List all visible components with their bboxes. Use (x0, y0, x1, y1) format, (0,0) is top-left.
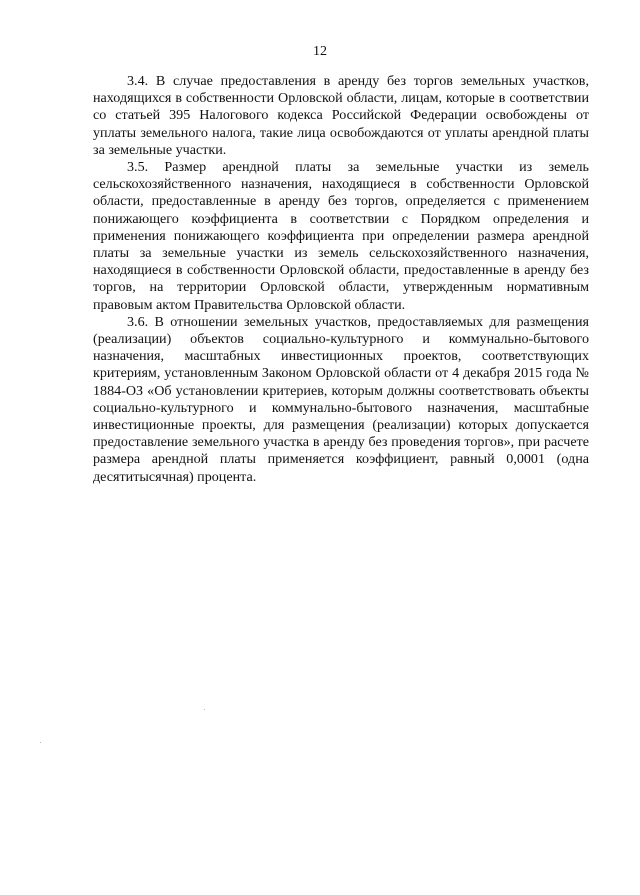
paragraph-3-4: 3.4. В случае предоставления в аренду без торгов земельных участков, находящихся в собственности Орловской области, лицам, которые в соответствии со статьей 395 Налогового кодекса Российской Федерации освобождены от уплаты земельного налога, такие лица освобождаются от уплаты арендной платы за земельные участки. (93, 73, 589, 158)
scan-speck (40, 742, 41, 743)
page-number: 12 (313, 44, 327, 59)
paragraph-3-5: 3.5. Размер арендной платы за земельные участки из земель сельскохозяйственного назначения, находящиеся в собственности Орловской области, предоставленные в аренду без торгов, определяется с применением понижающего коэффициента в соответствии с Порядком определения и применения понижающего коэффициента при определении размера арендной платы за земельные участки из земель сельскохозяйственного назначения, находящиеся в собственности Орловской области, предоставленные в аренду без торгов, на территории Орловской области, утвержденным нормативным правовым актом Правительства Орловской области. (93, 159, 589, 313)
document-body (93, 73, 589, 486)
scan-speck (204, 709, 205, 710)
paragraph-3-6: 3.6. В отношении земельных участков, предоставляемых для размещения (реализации) объектов социально-культурного и коммунально-бытового назначения, масштабных инвестиционных проектов, соответствующих критериям, установленным Законом Орловской области от 4 декабря 2015 года № 1884-ОЗ «Об установлении критериев, которым должны соответствовать объекты социально-культурного и коммунально-бытового назначения, масштабные инвестиционные проекты, для размещения (реализации) которых допускается предоставление земельного участка в аренду без проведения торгов», при расчете размера арендной платы применяется коэффициент, равный 0,0001 (одна десятитысячная) процента. (93, 313, 589, 485)
